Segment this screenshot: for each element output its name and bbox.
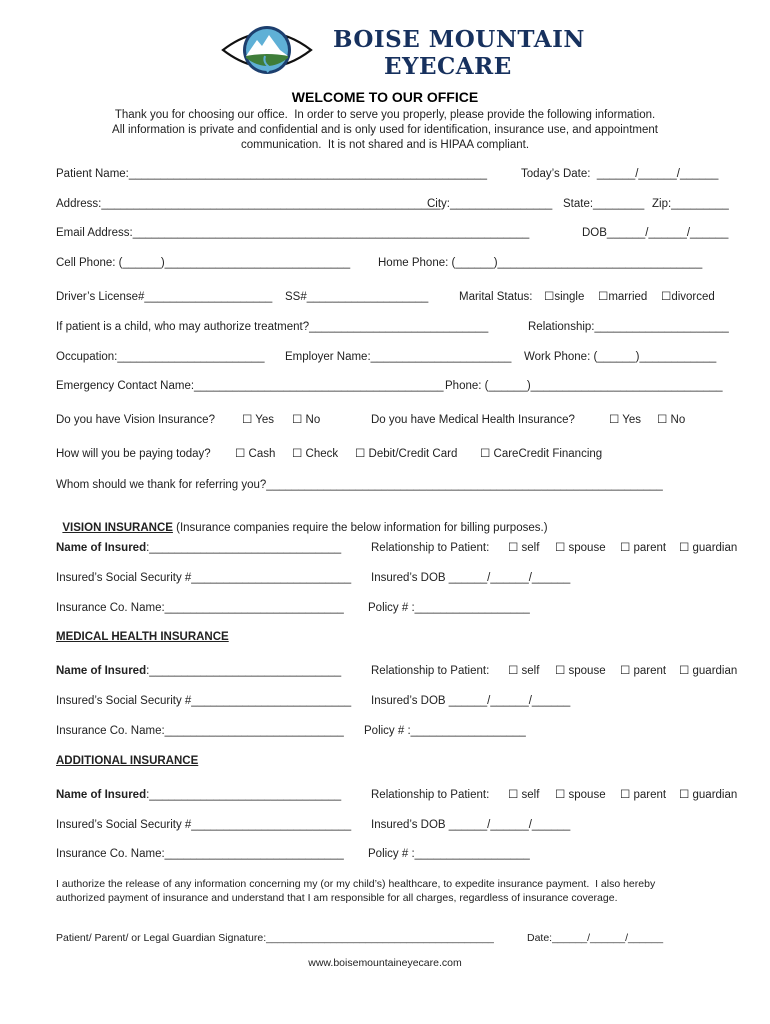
medical-rel-parent-checkbox[interactable]: [620, 664, 666, 678]
checkbox-icon: ☐: [355, 448, 369, 460]
rel-self-label: self: [521, 542, 540, 554]
rel-parent-label: parent: [633, 665, 667, 677]
medical-yes-label: Yes: [622, 414, 642, 426]
checkbox-icon: ☐: [679, 542, 693, 554]
marital-single-checkbox[interactable]: [544, 290, 584, 304]
relationship-field[interactable]: Relationship:_____________________: [528, 321, 729, 333]
additional-insurance-heading: ADDITIONAL INSURANCE: [56, 755, 199, 767]
pay-cash-label: Cash: [248, 448, 276, 460]
vision-social-security-field[interactable]: Insured’s Social Security #_________________________: [56, 572, 352, 584]
vision-yes-checkbox[interactable]: [242, 413, 274, 427]
medical-no-checkbox[interactable]: [657, 413, 685, 427]
signature-date-field[interactable]: Date:______/______/______: [527, 932, 664, 944]
vision-insurance-section: [56, 507, 548, 535]
rel-guardian-label: guardian: [692, 542, 738, 554]
marital-single-label: single: [554, 291, 585, 303]
pay-check-checkbox[interactable]: [292, 447, 338, 461]
additional-insured-dob-field[interactable]: Insured’s DOB ______/______/______: [371, 819, 571, 831]
intro-line-3: communication. It is not shared and is HIPAA compliant.: [240, 139, 530, 151]
checkbox-icon: ☐: [508, 665, 522, 677]
checkbox-icon: ☐: [555, 665, 569, 677]
marital-divorced-checkbox[interactable]: [661, 290, 715, 304]
vision-rel-guardian-checkbox[interactable]: [679, 541, 737, 555]
rel-guardian-label: guardian: [692, 665, 738, 677]
marital-married-checkbox[interactable]: [598, 290, 647, 304]
vision-insurance-note: (Insurance companies require the below information for billing purposes.): [172, 522, 548, 534]
drivers-license-field[interactable]: Driver’s License#____________________: [56, 291, 273, 303]
insured-name-label: Name of Insured: [56, 665, 147, 677]
medical-rel-spouse-checkbox[interactable]: [555, 664, 606, 678]
cell-phone-field[interactable]: Cell Phone: (______)_____________________________: [56, 257, 351, 269]
insured-name-label: Name of Insured: [56, 789, 147, 801]
dob-field[interactable]: DOB______/______/______: [582, 227, 729, 239]
checkbox-icon: ☐: [679, 665, 693, 677]
vision-no-checkbox[interactable]: [292, 413, 320, 427]
insured-name-line: :______________________________: [146, 789, 342, 801]
authorization-line-1: I authorize the release of any information concerning my (or my child’s) healthcare, to expedite insurance payment. I also hereby: [56, 878, 656, 890]
child-authorization-field[interactable]: If patient is a child, who may authorize treatment?____________________________: [56, 321, 489, 333]
medical-insured-dob-field[interactable]: Insured’s DOB ______/______/______: [371, 695, 571, 707]
rel-spouse-label: spouse: [568, 665, 606, 677]
additional-rel-self-checkbox[interactable]: [508, 788, 539, 802]
brand-name-line2: EYECARE: [384, 53, 512, 80]
additional-insured-name-field[interactable]: [56, 788, 341, 802]
additional-social-security-field[interactable]: Insured’s Social Security #_________________________: [56, 819, 352, 831]
checkbox-icon: ☐: [609, 414, 623, 426]
checkbox-icon: ☐: [292, 414, 306, 426]
checkbox-icon: ☐: [480, 448, 494, 460]
checkbox-icon: ☐: [679, 789, 693, 801]
vision-rel-self-checkbox[interactable]: [508, 541, 539, 555]
medical-social-security-field[interactable]: Insured’s Social Security #_________________________: [56, 695, 352, 707]
pay-carecredit-label: CareCredit Financing: [493, 448, 603, 460]
additional-relationship-label: Relationship to Patient:: [371, 789, 490, 801]
vision-relationship-label: Relationship to Patient:: [371, 542, 490, 554]
referral-field[interactable]: Whom should we thank for referring you?______________________________________________________________: [56, 479, 663, 491]
additional-rel-parent-checkbox[interactable]: [620, 788, 666, 802]
checkbox-icon: ☐: [544, 291, 555, 303]
rel-spouse-label: spouse: [568, 542, 606, 554]
vision-yes-label: Yes: [255, 414, 275, 426]
payment-question: How will you be paying today?: [56, 448, 211, 460]
occupation-field[interactable]: Occupation:_______________________: [56, 351, 265, 363]
vision-insured-dob-field[interactable]: Insured’s DOB ______/______/______: [371, 572, 571, 584]
medical-no-label: No: [670, 414, 686, 426]
emergency-phone-field[interactable]: Phone: (______)______________________________: [445, 380, 723, 392]
checkbox-icon: ☐: [508, 542, 522, 554]
medical-relationship-label: Relationship to Patient:: [371, 665, 490, 677]
additional-company-field[interactable]: Insurance Co. Name:____________________________: [56, 848, 344, 860]
pay-check-label: Check: [305, 448, 339, 460]
patient-name-field[interactable]: Patient Name:________________________________________________________: [56, 168, 488, 180]
vision-rel-spouse-checkbox[interactable]: [555, 541, 606, 555]
todays-date-field[interactable]: Today’s Date: ______/______/______: [521, 168, 719, 180]
rel-parent-label: parent: [633, 789, 667, 801]
rel-guardian-label: guardian: [692, 789, 738, 801]
medical-rel-guardian-checkbox[interactable]: [679, 664, 737, 678]
medical-company-field[interactable]: Insurance Co. Name:____________________________: [56, 725, 344, 737]
medical-insurance-heading: MEDICAL HEALTH INSURANCE: [56, 631, 229, 643]
work-phone-field[interactable]: Work Phone: (______)____________: [524, 351, 717, 363]
checkbox-icon: ☐: [242, 414, 256, 426]
home-phone-field[interactable]: Home Phone: (______)________________________________: [378, 257, 703, 269]
intro-line-1: Thank you for choosing our office. In order to serve you properly, please provide the following information.: [114, 109, 656, 121]
checkbox-icon: ☐: [657, 414, 671, 426]
medical-policy-field[interactable]: Policy # :__________________: [364, 725, 526, 737]
medical-insured-name-field[interactable]: [56, 664, 341, 678]
checkbox-icon: ☐: [292, 448, 306, 460]
pay-card-checkbox[interactable]: [355, 447, 457, 461]
checkbox-icon: ☐: [620, 789, 634, 801]
vision-rel-parent-checkbox[interactable]: [620, 541, 666, 555]
ss-field[interactable]: SS#___________________: [285, 291, 429, 303]
checkbox-icon: ☐: [508, 789, 522, 801]
checkbox-icon: ☐: [598, 291, 609, 303]
checkbox-icon: ☐: [620, 542, 634, 554]
intro-line-2: All information is private and confidential and is only used for identification, insurance use, and appointment: [112, 124, 658, 136]
checkbox-icon: ☐: [555, 542, 569, 554]
checkbox-icon: ☐: [555, 789, 569, 801]
authorization-line-2: authorized payment of insurance and understand that I am responsible for all charges, regardless of insurance coverage.: [56, 892, 618, 904]
additional-rel-spouse-checkbox[interactable]: [555, 788, 606, 802]
city-field[interactable]: City:________________: [427, 198, 553, 210]
vision-company-field[interactable]: Insurance Co. Name:____________________________: [56, 602, 344, 614]
checkbox-icon: ☐: [661, 291, 672, 303]
vision-policy-field[interactable]: Policy # :__________________: [368, 602, 530, 614]
vision-insured-name-field[interactable]: [56, 541, 341, 555]
pay-cash-checkbox[interactable]: [235, 447, 275, 461]
page-title: WELCOME TO OUR OFFICE: [291, 89, 479, 105]
vision-insurance-question: Do you have Vision Insurance?: [56, 414, 215, 426]
pay-carecredit-checkbox[interactable]: [480, 447, 602, 461]
rel-self-label: self: [521, 789, 540, 801]
pay-card-label: Debit/Credit Card: [368, 448, 458, 460]
insured-name-line: :______________________________: [146, 542, 342, 554]
footer-website: www.boisemountaineyecare.com: [308, 957, 462, 969]
address-field[interactable]: Address:_____________________________________________________: [56, 198, 441, 210]
email-field[interactable]: Email Address:______________________________________________________________: [56, 227, 530, 239]
emergency-contact-field[interactable]: Emergency Contact Name:_______________________________________: [56, 380, 444, 392]
brand-name-line1: BOISE MOUNTAIN: [333, 26, 585, 53]
checkbox-icon: ☐: [235, 448, 249, 460]
additional-policy-field[interactable]: Policy # :__________________: [368, 848, 530, 860]
additional-rel-guardian-checkbox[interactable]: [679, 788, 737, 802]
marital-divorced-label: divorced: [671, 291, 715, 303]
vision-insurance-heading: VISION INSURANCE: [62, 522, 173, 534]
employer-name-field[interactable]: Employer Name:______________________: [285, 351, 512, 363]
marital-married-label: married: [608, 291, 648, 303]
insured-name-label: Name of Insured: [56, 542, 147, 554]
medical-insurance-question: Do you have Medical Health Insurance?: [371, 414, 575, 426]
insured-name-line: :______________________________: [146, 665, 342, 677]
medical-yes-checkbox[interactable]: [609, 413, 641, 427]
zip-field[interactable]: Zip:_________: [652, 198, 729, 210]
vision-no-label: No: [305, 414, 321, 426]
state-field[interactable]: State:________: [563, 198, 645, 210]
rel-parent-label: parent: [633, 542, 667, 554]
rel-spouse-label: spouse: [568, 789, 606, 801]
checkbox-icon: ☐: [620, 665, 634, 677]
eye-mountain-logo: [221, 22, 313, 78]
marital-status-label: Marital Status:: [459, 291, 533, 303]
rel-self-label: self: [521, 665, 540, 677]
signature-field[interactable]: Patient/ Parent/ or Legal Guardian Signature:_______________________________________: [56, 932, 494, 944]
medical-rel-self-checkbox[interactable]: [508, 664, 539, 678]
